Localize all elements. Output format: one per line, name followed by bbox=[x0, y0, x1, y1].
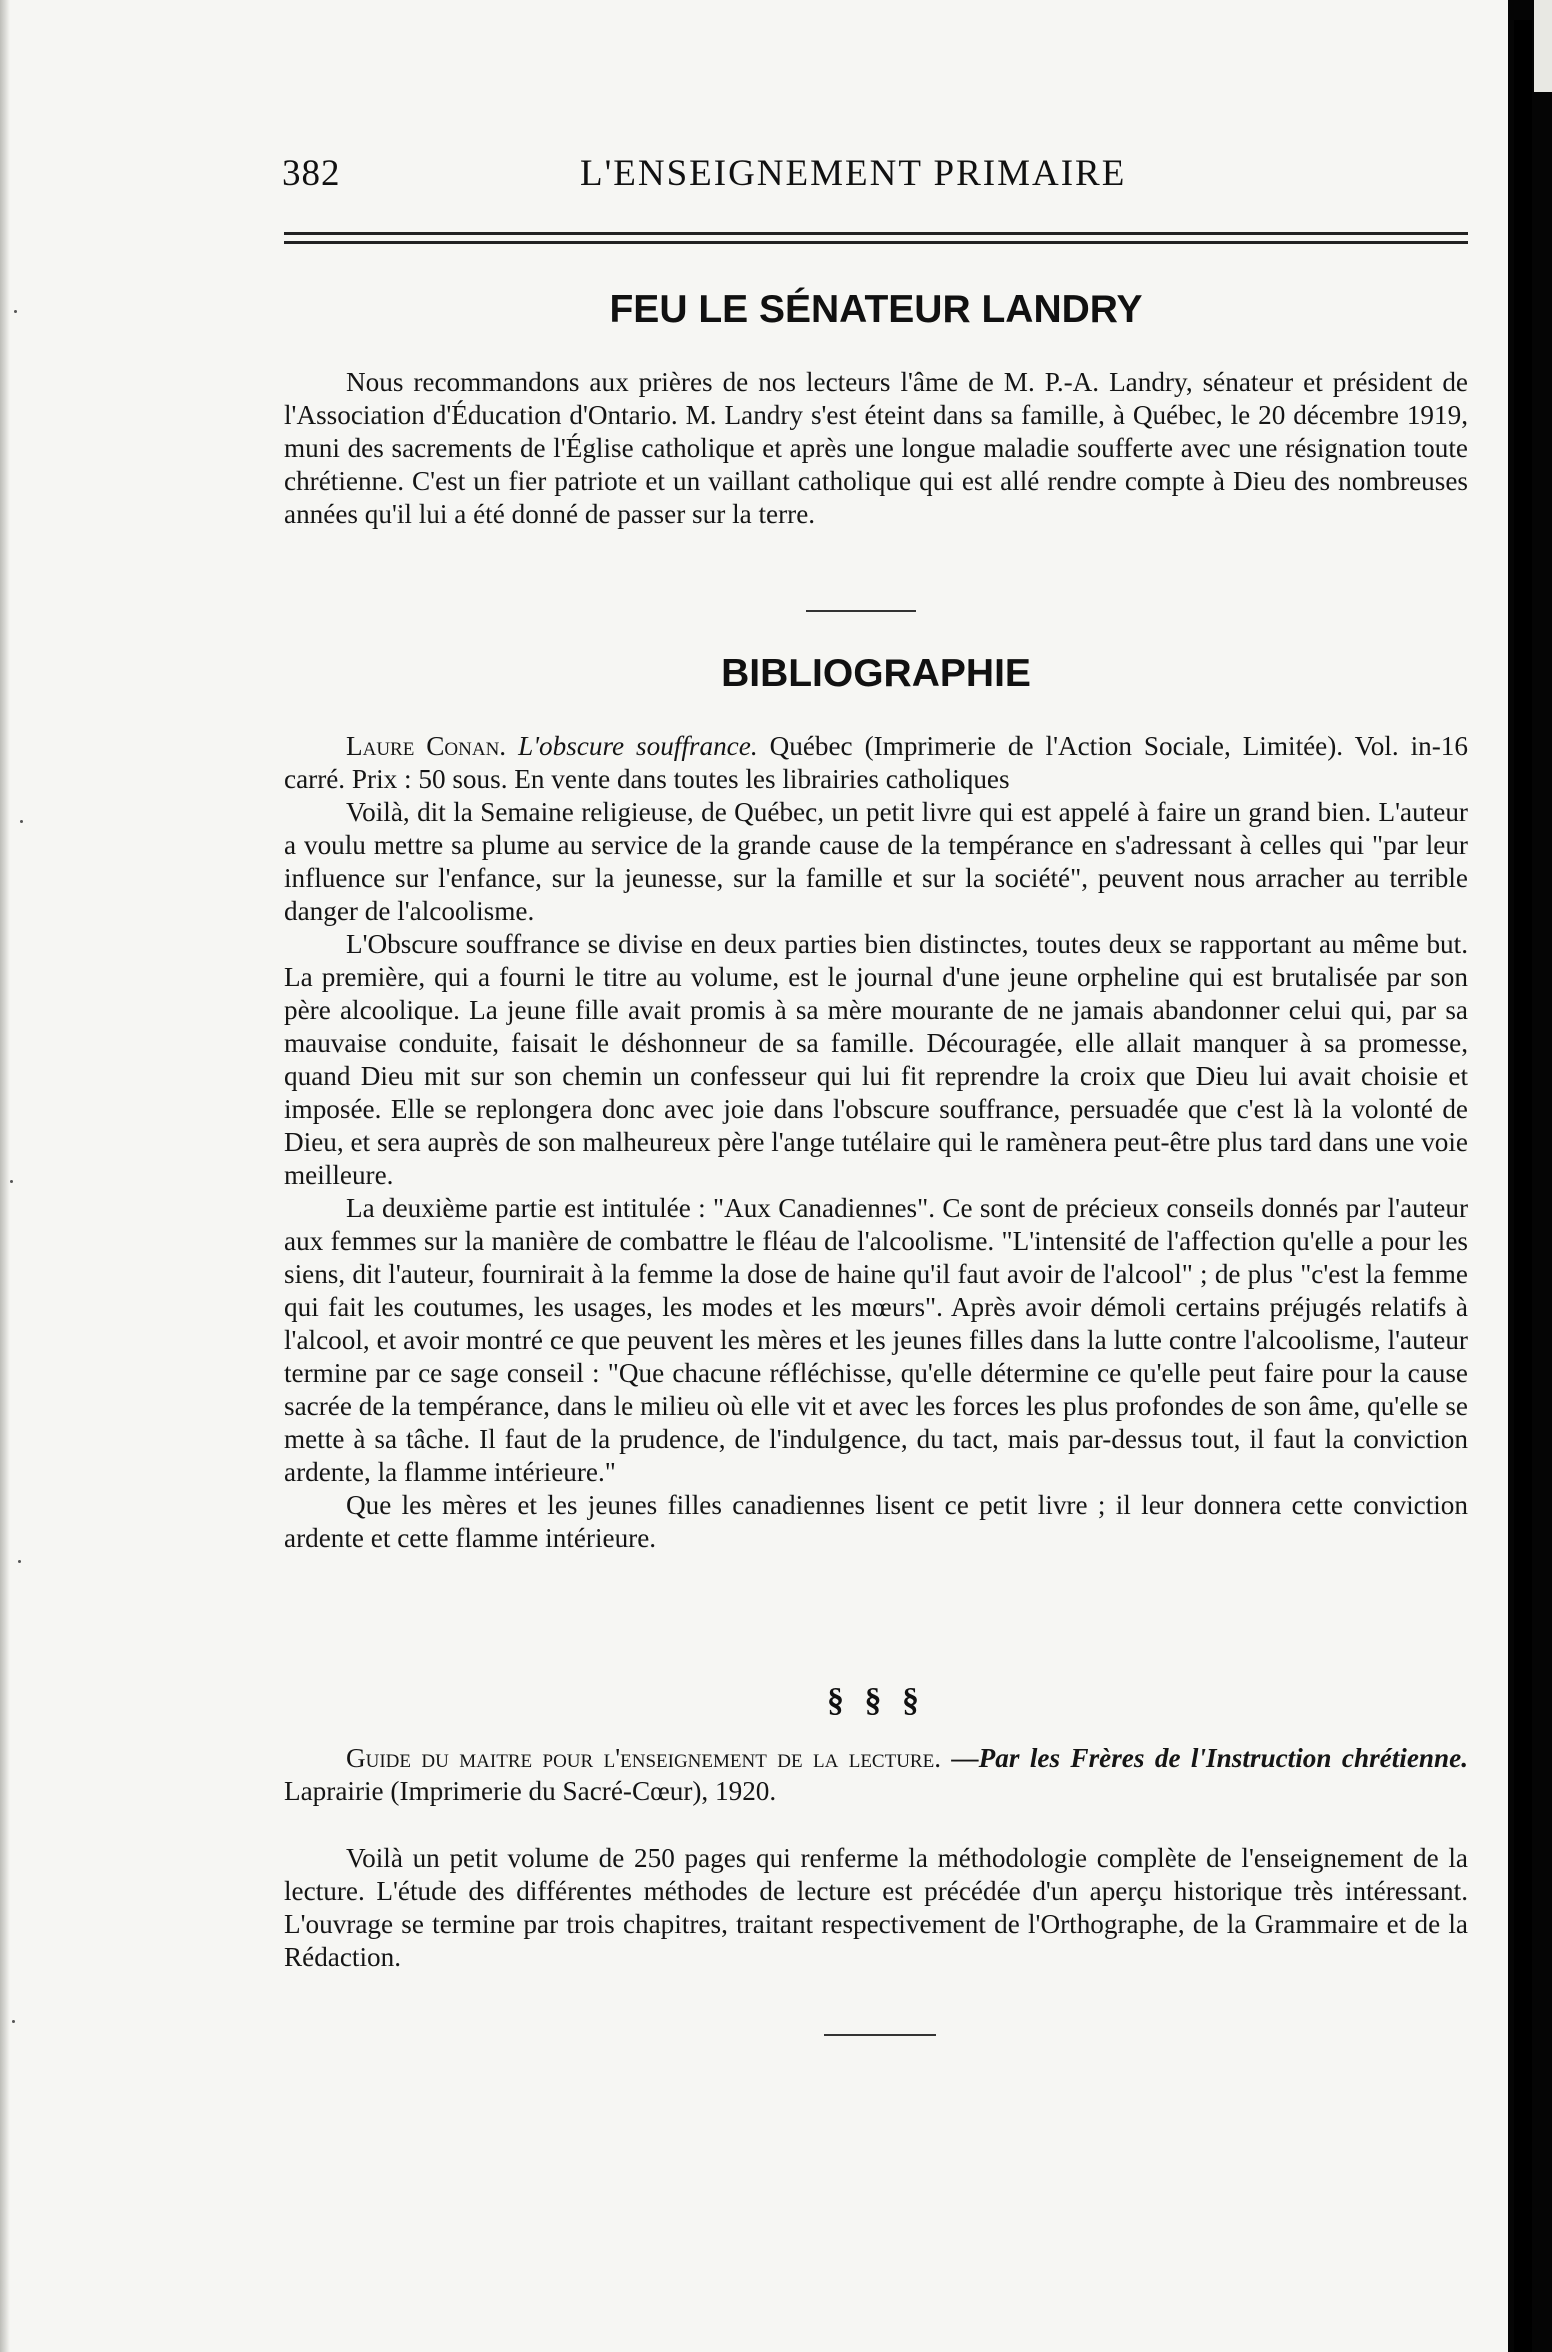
scan-edge-specks bbox=[0, 0, 40, 2352]
book-details: Québec (Imprimerie de l'Action Sociale, Limitée). Vol. in-16 carré. Prix : 50 sous. En vente dans toutes les librairies catholiques bbox=[284, 731, 1468, 794]
scan-corner bbox=[1534, 0, 1552, 92]
book-reference bbox=[284, 730, 1468, 796]
page-number: 382 bbox=[282, 153, 341, 194]
landry-notice bbox=[284, 366, 1468, 531]
end-divider bbox=[824, 2034, 936, 2036]
guide-reference bbox=[284, 1742, 1468, 1808]
header-double-rule bbox=[284, 232, 1468, 246]
guide-paragraph: Voilà un petit volume de 250 pages qui renferme la méthodologie complète de l'enseignement de la lecture. L'étude des différentes méthodes de lecture est précédée d'un aperçu historique très intéressant. L'ouvrage se termine par trois chapitres, traitant respectivement de l'Orthographe, de la Grammaire et de la Rédaction. bbox=[284, 1843, 1468, 1972]
review-paragraph-1: Voilà, dit la Semaine religieuse, de Québec, un petit livre qui est appelé à faire un grand bien. L'auteur a voulu mettre sa plume au service de la grande cause de la tempérance en s'adressant à celles qui "par leur influence sur l'enfance, sur la jeunesse, sur la famille et sur la société", peuvent nous arracher au terrible danger de l'alcoolisme. bbox=[284, 797, 1468, 926]
book-author: Laure Conan. bbox=[346, 731, 507, 761]
review-paragraph-3: La deuxième partie est intitulée : "Aux Canadiennes". Ce sont de précieux conseils donnés par l'auteur aux femmes sur la manière de combattre le fléau de l'alcoolisme. "L'intensité de l'affection qu'elle a pour les siens, dit l'auteur, fournirait à la femme la dose de haine qu'il faut avoir de l'alcool" ; de plus "c'est la femme qui fait les coutumes, les usages, les modes et les mœurs". Après avoir démoli certains préjugés relatifs à l'alcool, et avoir montré ce que peuvent les mères et les jeunes filles dans la lutte contre l'alcoolisme, l'auteur termine par ce sage conseil : "Que chacune réfléchisse, qu'elle détermine ce qu'elle peut faire pour la cause sacrée de la tempérance, dans le milieu où elle vit et avec les forces les plus profondes de son âme, qu'elle se mette à sa tâche. Il faut de la prudence, de l'indulgence, du tact, mais par-dessus tout, il faut la conviction ardente, la flamme intérieure." bbox=[284, 1193, 1468, 1487]
section-divider bbox=[806, 610, 916, 612]
section-title-bibliographie: BIBLIOGRAPHIE bbox=[721, 652, 1031, 695]
running-header bbox=[282, 152, 1462, 202]
review-paragraph-2: L'Obscure souffrance se divise en deux parties bien distinctes, toutes deux se rapportant au même but. La première, qui a fourni le titre au volume, est le journal d'une jeune orpheline qui est brutalisée par son père alcoolique. La jeune fille avait promis à sa mère mourante de ne jamais abandonner celui qui, par sa mauvaise conduite, faisait le déshonneur de sa famille. Découragée, elle allait manquer à sa promesse, quand Dieu mit sur son chemin un confesseur qui lui fit reprendre la croix que Dieu lui avait choisie et imposée. Elle se replongera donc avec joie dans l'obscure souffrance, persuadée que c'est là la volonté de Dieu, et sera auprès de son malheureux père l'ange tutélaire qui le ramènera peut-être plus tard dans une voie meilleure. bbox=[284, 929, 1468, 1190]
section-title-landry: FEU LE SÉNATEUR LANDRY bbox=[609, 288, 1143, 331]
guide-publisher: —Par les Frères de l'Instruction chrétienne. bbox=[951, 1743, 1468, 1773]
bibliographie-body bbox=[284, 730, 1468, 1555]
guide-title: Guide du maitre pour l'enseignement de la lecture. bbox=[346, 1743, 942, 1773]
review-paragraph-4: Que les mères et les jeunes filles canadiennes lisent ce petit livre ; il leur donnera cette conviction ardente et cette flamme intérieure. bbox=[284, 1490, 1468, 1553]
landry-paragraph: Nous recommandons aux prières de nos lecteurs l'âme de M. P.-A. Landry, sénateur et président de l'Association d'Éducation d'Ontario. M. Landry s'est éteint dans sa famille, à Québec, le 20 décembre 1919, muni des sacrements de l'Église catholique et après une longue maladie soufferte avec une résignation toute chrétienne. C'est un fier patriote et un vaillant catholique qui est allé rendre compte à Dieu des nombreuses années qu'il lui a été donné de passer sur la terre. bbox=[284, 367, 1468, 529]
scan-dark-edge bbox=[1508, 0, 1552, 2352]
running-title: L'ENSEIGNEMENT PRIMAIRE bbox=[580, 153, 1127, 194]
section-sign-separator: § § § bbox=[827, 1682, 925, 1719]
guide-description bbox=[284, 1842, 1468, 1974]
guide-details: Laprairie (Imprimerie du Sacré-Cœur), 1920. bbox=[284, 1776, 777, 1806]
guide-citation bbox=[284, 1742, 1468, 1808]
book-title: L'obscure souffrance. bbox=[518, 731, 758, 761]
